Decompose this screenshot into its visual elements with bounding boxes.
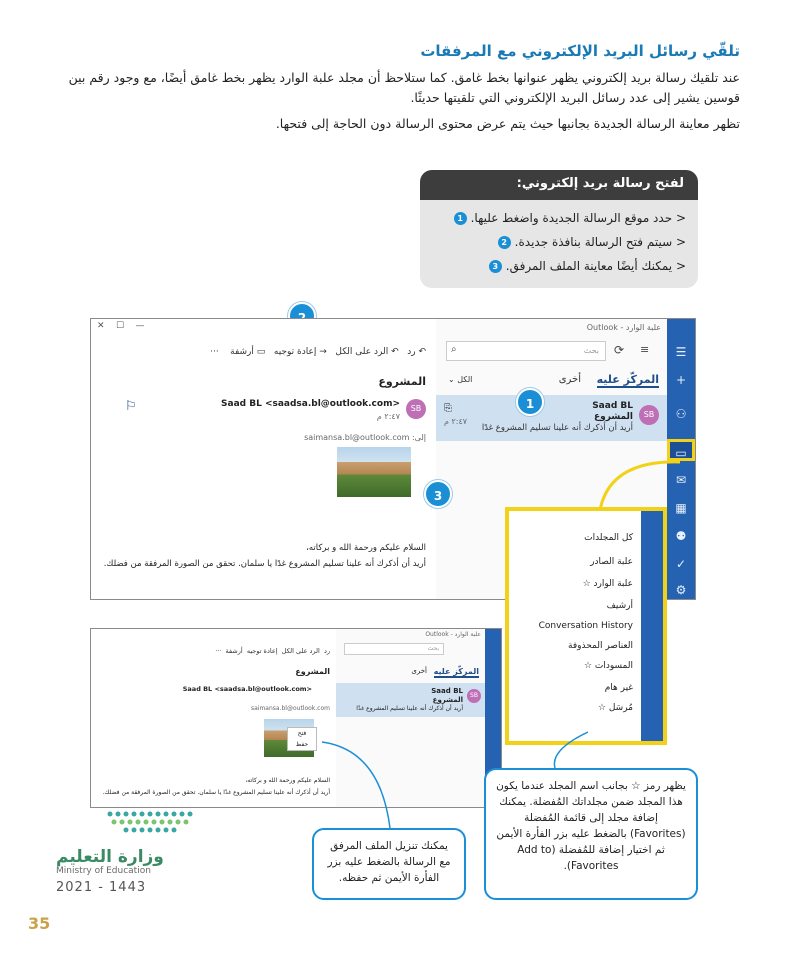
search-icon: ⌕ (451, 344, 457, 355)
reading-greeting-small: السلام عليكم ورحمة الله و بركاته، (245, 777, 330, 784)
folder-icon[interactable]: ▭ (667, 439, 695, 461)
people-icon[interactable]: ⚉ (675, 529, 687, 543)
to-address: saimansa.bl@outlook.com (304, 433, 410, 442)
more-button[interactable]: ··· (210, 347, 219, 357)
message-preview-small: أريد أن أذكرك أنه علينا تسليم المشروع غدًا (356, 705, 463, 712)
step-marker-3: 3 (424, 480, 452, 508)
window-title: علبة الوارد - Outlook (586, 323, 661, 332)
instruction-list (420, 200, 698, 278)
step-text: يمكنك أيضًا معاينة الملف المرفق. (505, 259, 673, 273)
step-number: 2 (498, 236, 511, 249)
search-placeholder-small: بحث (427, 645, 439, 652)
folder-item[interactable]: مُرسَل ☆ (597, 703, 633, 713)
reading-body: أريد أن أذكرك أنه علينا تسليم المشروع غدًا يا سلمان. تحقق من الصورة المرفقة من فضلك. (103, 559, 426, 569)
step-marker-1: 1 (516, 388, 544, 416)
account-icon[interactable]: ⚇ (675, 407, 687, 421)
new-mail-icon[interactable]: + (675, 373, 687, 387)
preview-paragraph: تظهر معاينة الرسالة الجديدة بجانبها حيث يتم عرض محتوى الرسالة دون الحاجة إلى فتحها. (275, 116, 740, 131)
favorites-callout: يظهر رمز ☆ بجانب اسم المجلد عندما يكون هذا المجلد ضمن مجلداتك المُفضلة. يمكنك إضافة مجلد إلى قائمة المُفضلة (Favorites) بالضغط عليه بزر الفأرة الأيمن ثم اختيار إضافة للمُفضلة (Add to Favorites). (484, 768, 698, 900)
reply-button[interactable]: رد (407, 347, 416, 357)
minimize-icon[interactable]: — (135, 321, 145, 331)
context-menu-save[interactable]: حفظ (295, 741, 309, 748)
step-text: حدد موقع الرسالة الجديدة واضغط عليها. (470, 211, 673, 225)
instruction-step: < سيتم فتح الرسالة بنافذة جديدة.2 (420, 230, 686, 254)
flag-icon[interactable]: ⚐ (125, 399, 137, 414)
sync-icon[interactable]: ⟳ (614, 343, 625, 357)
download-callout: يمكنك تنزيل الملف المرفق مع الرسالة بالضغط عليه بزر الفأرة الأيمن ثم حفظه. (312, 828, 466, 900)
folder-item[interactable]: Conversation History (538, 621, 633, 631)
ministry-name-en: Ministry of Education (56, 866, 151, 876)
close-icon[interactable]: ✕ (97, 321, 105, 331)
instruction-step: < حدد موقع الرسالة الجديدة واضغط عليها.1 (420, 206, 686, 230)
reply-all-button-small[interactable]: الرد على الكل (281, 647, 320, 655)
message-preview: أريد أن أذكرك أنه علينا تسليم المشروع غدًا (481, 423, 633, 433)
forward-icon: → (319, 347, 327, 357)
tab-other[interactable]: أخرى (558, 374, 581, 385)
tab-focused-small[interactable]: المركّز عليه (433, 667, 479, 676)
academic-year: 2021 - 1443 (56, 880, 147, 895)
calendar-icon[interactable]: ▦ (675, 501, 687, 515)
context-menu-open[interactable]: فتح (297, 730, 307, 737)
message-subject: المشروع (594, 412, 633, 422)
reading-to-row (304, 433, 426, 442)
instruction-box (420, 170, 698, 288)
avatar-small: SB (467, 689, 481, 703)
reply-all-button[interactable]: الرد على الكل (335, 347, 389, 357)
step-number: 1 (454, 212, 467, 225)
message-item-selected[interactable] (436, 395, 667, 441)
page-number: 35 (28, 914, 51, 933)
folder-item[interactable]: غير هام (604, 683, 633, 693)
intro-paragraph: عند تلقيك رسالة بريد إلكتروني يظهر عنوانها بخط غامق. كما ستلاحظ أن مجلد علبة الوارد يظهر بخط غامق أيضًا، مع وجود رقم بين قوسين يشير إلى عدد رسائل البريد الإلكتروني التي تلقيتها حديثًا. (68, 70, 740, 105)
reading-toolbar (210, 347, 426, 357)
folder-item[interactable]: العناصر المحذوفة (568, 641, 633, 651)
search-placeholder: بحث (583, 346, 599, 355)
reading-pane (91, 319, 436, 599)
filter-label: الكل (457, 375, 473, 384)
folder-item[interactable]: المسودات ☆ (583, 661, 633, 671)
search-input-small[interactable] (344, 643, 444, 655)
todo-icon[interactable]: ✓ (675, 557, 687, 571)
search-input[interactable] (446, 341, 606, 361)
message-item-selected-small[interactable] (336, 683, 485, 717)
window-controls (97, 321, 145, 331)
forward-button[interactable]: إعادة توجيه (273, 347, 317, 357)
folder-item[interactable]: علبة الوارد ☆ (582, 579, 633, 589)
folder-item[interactable]: كل المجلدات (584, 533, 633, 543)
reply-button-small[interactable]: رد (323, 647, 330, 655)
folder-item[interactable]: أرشيف (606, 601, 633, 611)
instruction-title: لفتح رسالة بريد إلكتروني: (420, 170, 698, 200)
reading-subject: المشروع (378, 375, 426, 388)
reading-body-small: أريد أن أذكرك أنه علينا تسليم المشروع غدًا يا سلمان. تحقق من الصورة المرفقة من فضلك. (102, 789, 330, 796)
settings-icon[interactable]: ⚙ (675, 583, 687, 597)
attachment-icon: ⎘ (444, 403, 452, 414)
reading-avatar: SB (406, 399, 426, 419)
mail-icon[interactable]: ✉ (675, 473, 687, 487)
reading-time: ٢:٤٧ م (376, 412, 400, 421)
ministry-name-ar: وزارة التعليم (56, 847, 164, 867)
folder-rail (641, 511, 663, 741)
archive-icon: ▭ (256, 347, 266, 357)
ministry-logo-icon (100, 806, 200, 838)
chevron-down-icon: ⌄ (448, 375, 455, 384)
maximize-icon[interactable]: ☐ (116, 321, 125, 331)
reading-toolbar-small (215, 647, 330, 655)
message-sender: Saad BL (592, 401, 633, 411)
select-mode-icon[interactable]: ≡ (640, 343, 650, 356)
reading-from: Saad BL <saadsa.bl@outlook.com> (221, 399, 400, 409)
section-heading: تلقّي رسائل البريد الإلكتروني مع المرفقات (420, 42, 740, 60)
message-time: ٢:٤٧ م (444, 417, 468, 426)
message-subject-small: المشروع (432, 696, 463, 704)
to-label: إلى: (411, 433, 426, 442)
archive-button-small[interactable]: أرشفة (225, 647, 243, 655)
reading-greeting: السلام عليكم ورحمة الله و بركاته، (306, 543, 426, 553)
folder-item[interactable]: علبة الصادر (590, 557, 633, 567)
reading-to-small: saimansa.bl@outlook.com (250, 705, 330, 712)
forward-button-small[interactable]: إعادة توجيه (246, 647, 278, 655)
folder-panel (505, 507, 667, 745)
step-text: سيتم فتح الرسالة بنافذة جديدة. (514, 235, 673, 249)
filter-dropdown[interactable] (448, 375, 472, 384)
more-button-small[interactable]: ··· (215, 647, 222, 655)
message-sender-small: Saad BL (431, 687, 463, 695)
step-number: 3 (489, 260, 502, 273)
reply-icon: ↶ (418, 347, 426, 357)
reading-subject-small: المشروع (295, 667, 330, 676)
avatar: SB (639, 405, 659, 425)
attachment-thumbnail[interactable] (337, 447, 411, 497)
reading-from-small: Saad BL <saadsa.bl@outlook.com> (182, 685, 312, 693)
tab-other-small[interactable]: أخرى (411, 667, 427, 675)
instruction-step: < يمكنك أيضًا معاينة الملف المرفق.3 (420, 254, 686, 278)
tab-focused[interactable]: المركّز عليه (596, 373, 659, 386)
reply-all-icon: ↶ (391, 347, 399, 357)
menu-icon[interactable]: ☰ (675, 345, 687, 359)
archive-button[interactable]: أرشفة (230, 347, 254, 357)
window-title-small: علبة الوارد - Outlook (425, 631, 481, 638)
